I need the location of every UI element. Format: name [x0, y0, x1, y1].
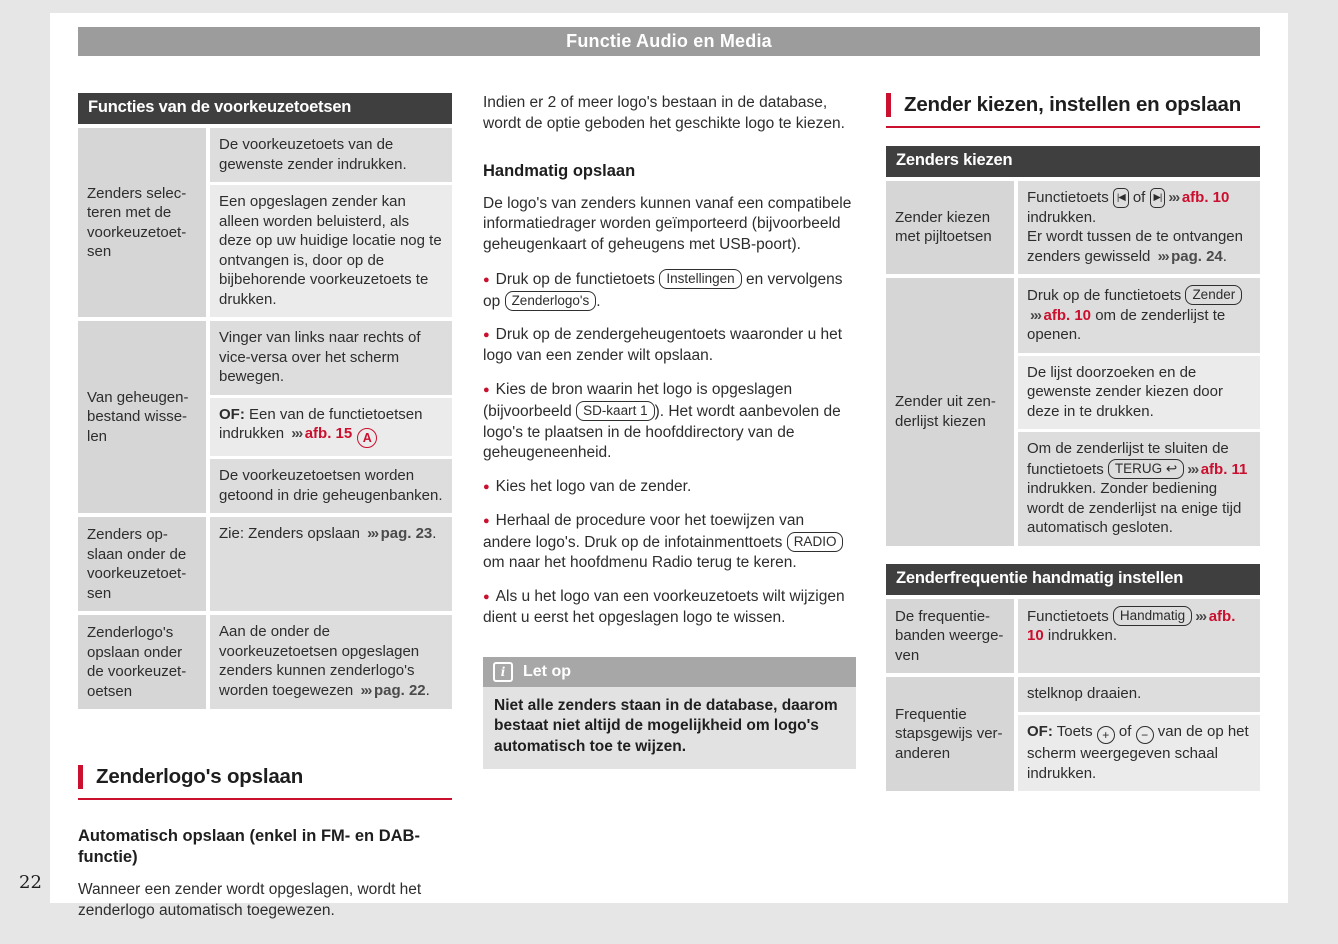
bullet-icon: ●	[483, 514, 490, 527]
text: .	[425, 681, 430, 699]
figure-ref: afb. 15	[304, 425, 353, 442]
table-cell	[1018, 181, 1260, 275]
paragraph-handmatig-opslaan: De logo's van zenders kunnen vanaf een compatibele informatiedrager worden geïmporteerd (bijvoorbeeld geheugenkaart of geheugens met USB-poort).	[483, 194, 852, 254]
table-label-text: De frequentie-banden weerge-ven	[895, 607, 1004, 664]
chevrons-icon: ›››	[1195, 607, 1206, 625]
table-cells	[1018, 677, 1260, 791]
text: Functietoets	[1027, 607, 1113, 625]
text: Druk op de zendergeheugentoets waaronder u het logo van een zender wilt opslaan.	[483, 326, 843, 365]
table-cell	[210, 185, 452, 317]
table-cells	[210, 517, 452, 611]
table-voorkeuzetoetsen	[78, 93, 452, 709]
chevrons-icon: ›››	[1187, 460, 1198, 478]
table-cell	[210, 517, 452, 611]
text: Om de zenderlijst te sluiten de functietoets	[1027, 440, 1229, 478]
table-cell	[1018, 599, 1260, 674]
table-row	[886, 677, 1260, 791]
text: Zie: Zenders opslaan	[219, 525, 365, 543]
table-row	[886, 278, 1260, 546]
page-ref: pag. 24	[1171, 247, 1223, 265]
right-column	[886, 93, 1260, 791]
bullet-icon: ●	[483, 481, 490, 494]
text: Een opgeslagen zender kan alleen worden beluisterd, als deze op uw huidige locatie nog te ontvangen is, door op de bijbehorende voorkeuzetoets te drukken.	[219, 193, 442, 308]
text: om de zenderlijst te openen.	[1027, 306, 1226, 344]
table-label-text: Van geheugen-bestand wisse-len	[87, 388, 189, 445]
table-row	[78, 128, 452, 317]
text: Er wordt tussen de te ontvangen zenders gewisseld	[1027, 228, 1243, 265]
note-body: Niet alle zenders staan in de database, daarom bestaat niet altijd de mogelijkheid om logo's automatisch toe te wijzen.	[483, 687, 856, 769]
section-heading-zenderlogos: Zenderlogo's opslaan	[78, 765, 452, 789]
table-cells	[210, 128, 452, 317]
instellingen-key: Instellingen	[659, 269, 741, 289]
text: Een van de functietoetsen indrukken	[219, 405, 423, 442]
table-cells	[1018, 278, 1260, 546]
bullet-item	[483, 587, 856, 629]
bullet-icon: ●	[483, 273, 490, 286]
note-header	[483, 657, 856, 687]
paragraph-automatisch-opslaan: Wanneer een zender wordt opgeslagen, wordt het zenderlogo automatisch toegewezen.	[78, 880, 422, 919]
skip-forward-key-icon: ▶|	[1150, 188, 1166, 208]
chevrons-icon: ›››	[360, 681, 371, 699]
paragraph-logo-database: Indien er 2 of meer logo's bestaan in de database, wordt de optie geboden het geschikte logo te kiezen.	[483, 94, 845, 132]
text: Functietoets	[1027, 188, 1113, 206]
table-zenders-kiezen	[886, 146, 1260, 546]
table-zenderfrequentie	[886, 564, 1260, 792]
table-row	[78, 321, 452, 513]
info-icon: i	[493, 662, 513, 682]
terug-key: TERUG ↩	[1108, 459, 1184, 479]
subheading-handmatig-opslaan: Handmatig opslaan	[483, 161, 636, 180]
table-title: Zenderfrequentie handmatig instellen	[886, 564, 1260, 595]
table-label-text: Zenderlogo's opslaan onder de voorkeuzet-oetsen	[87, 624, 187, 700]
subheading-automatisch-opslaan: Automatisch opslaan (enkel in FM- en DAB-functie)	[78, 826, 420, 866]
zenderlogos-key: Zenderlogo's	[505, 291, 597, 311]
text: Toets	[1052, 722, 1097, 740]
text: Kies het logo van de zender.	[495, 478, 692, 496]
middle-column	[483, 93, 856, 769]
table-label-cell	[78, 615, 206, 709]
table-label-cell	[78, 517, 206, 611]
text: ). Het wordt aanbevolen de logo's te plaatsen in de hoofddirectory van de geheugeneenheid.	[483, 402, 841, 462]
table-cell	[210, 128, 452, 182]
bold-text: OF:	[219, 405, 245, 423]
left-column	[78, 93, 452, 921]
text: Vinger van links naar rechts of vice-versa over het scherm bewegen.	[219, 329, 421, 385]
table-label-text: Zenders selec-teren met de voorkeuzetoet-sen	[87, 184, 187, 260]
chevrons-icon: ›››	[1157, 247, 1169, 265]
table-label-cell	[78, 128, 206, 317]
page-ref: pag. 23	[380, 525, 433, 543]
circled-letter-icon: A	[357, 428, 377, 448]
chevrons-icon: ›››	[291, 425, 302, 442]
table-cell	[1018, 432, 1260, 546]
note-box	[483, 657, 856, 769]
note-title: Let op	[523, 662, 571, 680]
figure-ref: afb. 11	[1200, 460, 1248, 478]
table-cell	[1018, 715, 1260, 792]
text: Herhaal de procedure voor het toewijzen van andere logo's. Druk op de infotainmenttoets	[483, 511, 805, 551]
text: Kies de bron waarin het logo is opgeslagen (bijvoorbeeld	[483, 381, 793, 420]
zender-key: Zender	[1185, 285, 1242, 305]
table-cells	[210, 321, 452, 513]
page-number: 22	[19, 872, 42, 893]
text: stelknop draaien.	[1027, 685, 1142, 703]
text: Als u het logo van een voorkeuzetoets wilt wijzigen dient u eerst het opgeslagen logo te wissen.	[483, 588, 845, 626]
table-label-cell	[78, 321, 206, 513]
table-cell	[210, 321, 452, 395]
table-label-text: Frequentie stapsgewijs ver-anderen	[895, 705, 1003, 762]
text: .	[596, 292, 601, 310]
sd-kaart-1-key: SD-kaart 1	[576, 401, 655, 421]
table-label-cell	[886, 677, 1014, 791]
chevrons-icon: ›››	[367, 525, 378, 543]
bullet-item	[483, 325, 856, 367]
table-label-cell	[886, 278, 1014, 546]
text: De lijst doorzoeken en de gewenste zender kiezen door deze in te drukken.	[1027, 363, 1223, 420]
radio-key: RADIO	[787, 532, 844, 552]
section-heading-zender-kiezen: Zender kiezen, instellen en opslaan	[886, 93, 1260, 117]
table-label-cell	[886, 181, 1014, 275]
table-row	[78, 517, 452, 611]
chevrons-icon: ›››	[1030, 306, 1041, 324]
table-title: Zenders kiezen	[886, 146, 1260, 177]
bullet-list	[483, 269, 856, 629]
plus-key: +	[1097, 726, 1115, 744]
table-label-text: Zenders op-slaan onder de voorkeuzetoet-sen	[87, 526, 187, 602]
handmatig-key: Handmatig	[1113, 606, 1192, 626]
table-cell	[210, 615, 452, 709]
table-cell	[210, 398, 452, 457]
text: of	[1128, 188, 1150, 206]
bullet-icon: ●	[483, 591, 490, 604]
minus-key: −	[1136, 726, 1154, 744]
table-label-text: Zender kiezen met pijltoetsen	[895, 208, 992, 246]
page-ref: pag. 22	[373, 681, 426, 699]
text: De voorkeuzetoetsen worden getoond in drie geheugenbanken.	[219, 467, 443, 504]
chevrons-icon: ›››	[1168, 188, 1179, 206]
manual-page	[50, 13, 1288, 919]
table-cells	[1018, 181, 1260, 275]
skip-back-key-icon: |◀	[1113, 188, 1129, 208]
figure-ref: afb. 10	[1043, 306, 1092, 324]
figure-ref: afb. 10	[1181, 188, 1230, 206]
text: indrukken.	[1027, 208, 1097, 226]
section-heading-zender-kiezen-wrap	[886, 93, 1260, 128]
text: of	[1114, 722, 1136, 740]
text: van de op het scherm weergegeven schaal indrukken.	[1027, 722, 1249, 782]
table-cell	[1018, 356, 1260, 430]
table-title: Functies van de voorkeuzetoetsen	[78, 93, 452, 124]
table-row	[78, 615, 452, 709]
page-header-bar: Functie Audio en Media	[78, 27, 1260, 56]
text: Druk op de functietoets	[1027, 287, 1186, 305]
table-row	[886, 599, 1260, 674]
text: .	[432, 525, 437, 543]
bullet-item	[483, 511, 856, 574]
text: Aan de onder de voorkeuzetoetsen opgeslagen zenders kunnen zenderlogo's worden toegewezen	[219, 623, 420, 699]
bullet-item	[483, 380, 856, 464]
bullet-item	[483, 269, 856, 313]
text: om naar het hoofdmenu Radio terug te keren.	[483, 554, 797, 572]
text: indrukken. Zonder bediening wordt de zenderlijst na enige tijd automatisch gesloten.	[1027, 480, 1242, 537]
figure-ref: afb. 10	[1027, 607, 1236, 645]
table-label-text: Zender uit zen-derlijst kiezen	[895, 393, 996, 430]
text: .	[1222, 247, 1227, 265]
section-heading-zenderlogos-wrap	[78, 765, 452, 800]
bullet-icon: ●	[483, 329, 490, 342]
bold-text: OF:	[1027, 722, 1053, 740]
text: Druk op de functietoets	[495, 270, 660, 288]
text: en vervolgens op	[483, 270, 843, 310]
bullet-icon: ●	[483, 384, 490, 396]
table-cell	[1018, 677, 1260, 712]
bullet-item	[483, 477, 856, 498]
text: indrukken.	[1043, 627, 1118, 645]
table-cells	[1018, 599, 1260, 674]
table-cell	[1018, 278, 1260, 353]
table-cell	[210, 459, 452, 513]
text: De voorkeuzetoets van de gewenste zender indrukken.	[219, 136, 407, 173]
table-cells	[210, 615, 452, 709]
table-label-cell	[886, 599, 1014, 674]
table-row	[886, 181, 1260, 275]
